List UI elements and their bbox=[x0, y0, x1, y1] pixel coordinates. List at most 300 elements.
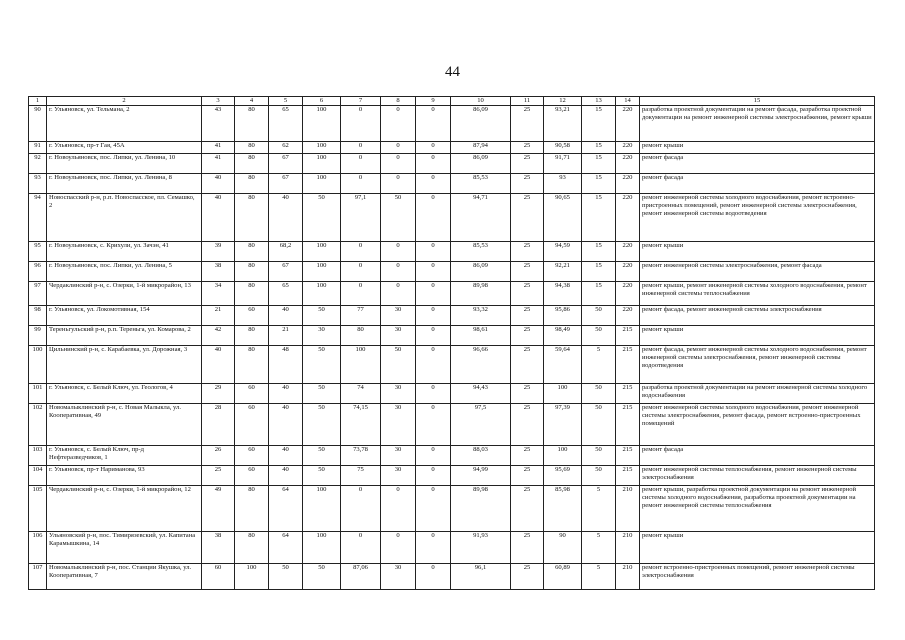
table-cell: 94,38 bbox=[544, 282, 582, 306]
table-cell: г. Ульяновск, с. Белый Ключ, ул. Геологов, 4 bbox=[47, 384, 202, 404]
table-cell: 220 bbox=[616, 154, 640, 174]
table-cell: 95 bbox=[29, 242, 47, 262]
table-cell: Чердаклинский р-н, с. Озерки, 1-й микрорайон, 13 bbox=[47, 282, 202, 306]
table-cell: 0 bbox=[381, 106, 416, 142]
table-cell: 40 bbox=[269, 466, 303, 486]
header-cell: 2 bbox=[47, 97, 202, 106]
table-cell: 50 bbox=[582, 446, 616, 466]
table-cell: 85,98 bbox=[544, 486, 582, 532]
table-cell: 41 bbox=[202, 142, 235, 154]
table-cell: 50 bbox=[582, 384, 616, 404]
table-cell: 0 bbox=[416, 404, 451, 446]
table-cell: 68,2 bbox=[269, 242, 303, 262]
table-cell: 30 bbox=[381, 384, 416, 404]
table-cell: г. Ульяновск, с. Белый Ключ, пр-д Нефтеразведчиков, 1 bbox=[47, 446, 202, 466]
table-cell: 0 bbox=[416, 306, 451, 326]
table-cell: г. Новоульяновск, с. Крихули, ул. Зачэн, 41 bbox=[47, 242, 202, 262]
table-cell: 25 bbox=[511, 306, 544, 326]
table-cell: 100 bbox=[303, 262, 341, 282]
table-cell: 60 bbox=[202, 564, 235, 590]
table-cell: 0 bbox=[341, 106, 381, 142]
table-cell: 50 bbox=[303, 404, 341, 446]
table-cell: 0 bbox=[341, 242, 381, 262]
table-cell: 0 bbox=[416, 154, 451, 174]
table-cell: 0 bbox=[416, 384, 451, 404]
table-cell: 0 bbox=[416, 282, 451, 306]
table-cell: 50 bbox=[582, 466, 616, 486]
table-cell: 28 bbox=[202, 404, 235, 446]
table-cell: 215 bbox=[616, 326, 640, 346]
table-cell: 0 bbox=[416, 346, 451, 384]
table-cell: 0 bbox=[416, 194, 451, 242]
table-cell: 15 bbox=[582, 174, 616, 194]
table-row bbox=[29, 194, 875, 242]
table-cell: 25 bbox=[511, 326, 544, 346]
table-cell: 65 bbox=[269, 106, 303, 142]
table-cell: 94,99 bbox=[451, 466, 511, 486]
table-cell: 25 bbox=[511, 282, 544, 306]
table-cell: 40 bbox=[269, 306, 303, 326]
table-cell: 0 bbox=[381, 486, 416, 532]
table-cell: 50 bbox=[269, 564, 303, 590]
table-cell: 40 bbox=[202, 346, 235, 384]
table-cell: 94,43 bbox=[451, 384, 511, 404]
table-cell: 40 bbox=[269, 446, 303, 466]
table-row bbox=[29, 106, 875, 142]
table-cell: 25 bbox=[511, 446, 544, 466]
table-cell: 15 bbox=[582, 106, 616, 142]
table-cell: 100 bbox=[303, 532, 341, 564]
table-cell: ремонт крыши bbox=[640, 242, 875, 262]
table-cell: 21 bbox=[202, 306, 235, 326]
table-cell: 97,5 bbox=[451, 404, 511, 446]
table-cell: 74 bbox=[341, 384, 381, 404]
table-cell: 92 bbox=[29, 154, 47, 174]
table-cell: 0 bbox=[381, 262, 416, 282]
table-cell: Тереньгульский р-н, р.п. Тереньга, ул. Комарова, 2 bbox=[47, 326, 202, 346]
table-cell: 80 bbox=[235, 346, 269, 384]
table-cell: 100 bbox=[303, 282, 341, 306]
table-cell: 220 bbox=[616, 174, 640, 194]
table-cell: 100 bbox=[303, 142, 341, 154]
table-cell: 80 bbox=[235, 282, 269, 306]
table-cell: 80 bbox=[235, 142, 269, 154]
table-cell: 90,65 bbox=[544, 194, 582, 242]
table-cell: 15 bbox=[582, 194, 616, 242]
table-cell: 80 bbox=[235, 106, 269, 142]
table-cell: 0 bbox=[381, 532, 416, 564]
table-cell: 94,71 bbox=[451, 194, 511, 242]
table-cell: 21 bbox=[269, 326, 303, 346]
table-cell: Цильнинский р-н, с. Карабаевка, ул. Дорожная, 3 bbox=[47, 346, 202, 384]
table-cell: 91,93 bbox=[451, 532, 511, 564]
table-cell: 104 bbox=[29, 466, 47, 486]
table-cell: 220 bbox=[616, 306, 640, 326]
table-cell: ремонт инженерной системы электроснабжения, ремонт фасада bbox=[640, 262, 875, 282]
table-cell: 0 bbox=[416, 446, 451, 466]
table-cell: 60,89 bbox=[544, 564, 582, 590]
table-cell: ремонт инженерной системы холодного водоснабжения, ремонт встроенно-пристроенных помещений, ремонт инженерной системы электроснабжения, ремонт инженерной системы водоотведения bbox=[640, 194, 875, 242]
table-cell: ремонт инженерной системы теплоснабжения, ремонт инженерной системы электроснабжения bbox=[640, 466, 875, 486]
table-cell: 90 bbox=[29, 106, 47, 142]
table-cell: 65 bbox=[269, 282, 303, 306]
table-cell: 5 bbox=[582, 532, 616, 564]
table-row bbox=[29, 486, 875, 532]
table-cell: 50 bbox=[381, 346, 416, 384]
table-row bbox=[29, 306, 875, 326]
table-cell: 100 bbox=[29, 346, 47, 384]
header-row bbox=[29, 97, 875, 106]
table-row bbox=[29, 282, 875, 306]
table-cell: 80 bbox=[235, 174, 269, 194]
table-cell: 30 bbox=[381, 326, 416, 346]
table-cell: 50 bbox=[303, 564, 341, 590]
table-cell: 30 bbox=[381, 306, 416, 326]
table-cell: г. Ульяновск, пр-т Нариманова, 93 bbox=[47, 466, 202, 486]
table-cell: 220 bbox=[616, 106, 640, 142]
table-cell: 40 bbox=[202, 174, 235, 194]
table-cell: 98 bbox=[29, 306, 47, 326]
table-cell: Новомалыклинский р-н, с. Новая Малыкла, ул. Кооперативная, 49 bbox=[47, 404, 202, 446]
table-cell: 30 bbox=[381, 446, 416, 466]
table-cell: 97,39 bbox=[544, 404, 582, 446]
table-cell: 25 bbox=[511, 242, 544, 262]
table-cell: Новоспасский р-н, р.п. Новоспасское, пл. Семашко, 2 bbox=[47, 194, 202, 242]
table-cell: 64 bbox=[269, 486, 303, 532]
table-cell: 15 bbox=[582, 154, 616, 174]
table-cell: 60 bbox=[235, 384, 269, 404]
table-cell: 15 bbox=[582, 242, 616, 262]
table-cell: 25 bbox=[511, 404, 544, 446]
table-cell: 220 bbox=[616, 262, 640, 282]
table-cell: 30 bbox=[381, 564, 416, 590]
table-cell: 0 bbox=[416, 486, 451, 532]
table-cell: 59,64 bbox=[544, 346, 582, 384]
table-cell: 100 bbox=[341, 346, 381, 384]
table-cell: 50 bbox=[303, 384, 341, 404]
table-cell: 38 bbox=[202, 532, 235, 564]
table-cell: 105 bbox=[29, 486, 47, 532]
table-cell: 94,59 bbox=[544, 242, 582, 262]
table-cell: 0 bbox=[416, 466, 451, 486]
table-cell: 29 bbox=[202, 384, 235, 404]
table-cell: г. Новоульяновск, пос. Липки, ул. Ленина, 5 bbox=[47, 262, 202, 282]
table-cell: 0 bbox=[416, 106, 451, 142]
table-cell: 97,1 bbox=[341, 194, 381, 242]
table-cell: 101 bbox=[29, 384, 47, 404]
table-cell: 220 bbox=[616, 194, 640, 242]
table-row bbox=[29, 154, 875, 174]
header-cell: 8 bbox=[381, 97, 416, 106]
table-cell: 74,15 bbox=[341, 404, 381, 446]
table-cell: 25 bbox=[511, 106, 544, 142]
table-cell: 0 bbox=[416, 142, 451, 154]
table-cell: 96,1 bbox=[451, 564, 511, 590]
table-cell: 90,58 bbox=[544, 142, 582, 154]
table-cell: 91,71 bbox=[544, 154, 582, 174]
table-cell: 220 bbox=[616, 282, 640, 306]
table-cell: 0 bbox=[341, 154, 381, 174]
table-cell: 0 bbox=[341, 262, 381, 282]
table-cell: 25 bbox=[511, 262, 544, 282]
table-cell: 93 bbox=[29, 174, 47, 194]
table-cell: ремонт фасада, ремонт инженерной системы холодного водоснабжения, ремонт инженерной системы электроснабжения, ремонт инженерной системы водоотведения bbox=[640, 346, 875, 384]
header-cell: 1 bbox=[29, 97, 47, 106]
table-cell: 215 bbox=[616, 404, 640, 446]
table-cell: 96 bbox=[29, 262, 47, 282]
table-cell: 80 bbox=[235, 486, 269, 532]
header-cell: 4 bbox=[235, 97, 269, 106]
table-cell: 220 bbox=[616, 142, 640, 154]
table-cell: ремонт крыши, разработка проектной документации на ремонт инженерной системы холодного водоснабжения, разработка проектной документации на ремонт инженерной системы теплоснабжения bbox=[640, 486, 875, 532]
table-cell: г. Ульяновск, ул. Локомотивная, 154 bbox=[47, 306, 202, 326]
table-cell: 93,21 bbox=[544, 106, 582, 142]
table-cell: 50 bbox=[582, 306, 616, 326]
table-cell: 5 bbox=[582, 346, 616, 384]
table-cell: 100 bbox=[303, 174, 341, 194]
table-cell: 15 bbox=[582, 142, 616, 154]
table-cell: 60 bbox=[235, 306, 269, 326]
table-cell: 102 bbox=[29, 404, 47, 446]
table-cell: 100 bbox=[303, 242, 341, 262]
table-cell: 25 bbox=[511, 174, 544, 194]
table-cell: 38 bbox=[202, 262, 235, 282]
header-cell: 13 bbox=[582, 97, 616, 106]
table-cell: 220 bbox=[616, 242, 640, 262]
table-cell: 80 bbox=[235, 262, 269, 282]
table-cell: 87,94 bbox=[451, 142, 511, 154]
table-cell: 98,61 bbox=[451, 326, 511, 346]
table-cell: 30 bbox=[303, 326, 341, 346]
table-cell: 60 bbox=[235, 404, 269, 446]
table-cell: 215 bbox=[616, 346, 640, 384]
table-cell: 91 bbox=[29, 142, 47, 154]
table-cell: 30 bbox=[381, 404, 416, 446]
table-cell: 80 bbox=[235, 154, 269, 174]
table-cell: разработка проектной документации на ремонт фасада, разработка проектной документации на ремонт инженерной системы электроснабжения, ремонт крыши bbox=[640, 106, 875, 142]
table-cell: 103 bbox=[29, 446, 47, 466]
table-cell: 98,49 bbox=[544, 326, 582, 346]
table-cell: 0 bbox=[416, 532, 451, 564]
table-cell: 25 bbox=[202, 466, 235, 486]
table-cell: ремонт фасада bbox=[640, 446, 875, 466]
table-row bbox=[29, 142, 875, 154]
table-cell: 100 bbox=[544, 446, 582, 466]
table-cell: 77 bbox=[341, 306, 381, 326]
table-cell: 50 bbox=[303, 346, 341, 384]
table-cell: 40 bbox=[269, 194, 303, 242]
header-cell: 3 bbox=[202, 97, 235, 106]
table-cell: ремонт инженерной системы холодного водоснабжения, ремонт инженерной системы электроснабжения, ремонт фасада, ремонт встроенно-пристроенных помещений bbox=[640, 404, 875, 446]
table-cell: 50 bbox=[582, 404, 616, 446]
table-cell: 80 bbox=[235, 194, 269, 242]
table-cell: ремонт встроенно-пристроенных помещений, ремонт инженерной системы электроснабжения bbox=[640, 564, 875, 590]
header-cell: 15 bbox=[640, 97, 875, 106]
table-cell: 106 bbox=[29, 532, 47, 564]
table-row bbox=[29, 564, 875, 590]
page-number: 44 bbox=[445, 64, 460, 80]
table-cell: 25 bbox=[511, 564, 544, 590]
table-cell: 25 bbox=[511, 154, 544, 174]
table-body bbox=[29, 106, 875, 590]
header-cell: 12 bbox=[544, 97, 582, 106]
table-cell: 210 bbox=[616, 532, 640, 564]
table-cell: 89,98 bbox=[451, 486, 511, 532]
table-cell: 5 bbox=[582, 486, 616, 532]
table-cell: 94 bbox=[29, 194, 47, 242]
table-cell: ремонт крыши bbox=[640, 326, 875, 346]
capital-repair-table bbox=[28, 96, 875, 590]
table-cell: 40 bbox=[269, 404, 303, 446]
table-cell: 50 bbox=[303, 466, 341, 486]
table-cell: 215 bbox=[616, 446, 640, 466]
table-row bbox=[29, 326, 875, 346]
table-cell: 67 bbox=[269, 174, 303, 194]
table-cell: ремонт крыши, ремонт инженерной системы холодного водоснабжения, ремонт инженерной системы теплоснабжения bbox=[640, 282, 875, 306]
table-cell: 0 bbox=[381, 142, 416, 154]
table-cell: 100 bbox=[235, 564, 269, 590]
table-cell: 25 bbox=[511, 532, 544, 564]
table-cell: 0 bbox=[341, 486, 381, 532]
table-cell: 80 bbox=[235, 242, 269, 262]
table-cell: 87,06 bbox=[341, 564, 381, 590]
table-cell: 25 bbox=[511, 194, 544, 242]
table-cell: 25 bbox=[511, 346, 544, 384]
table-cell: 75 bbox=[341, 466, 381, 486]
table-cell: 0 bbox=[416, 326, 451, 346]
table-cell: ремонт фасада bbox=[640, 154, 875, 174]
table-cell: ремонт фасада, ремонт инженерной системы электроснабжения bbox=[640, 306, 875, 326]
table-cell: ремонт фасада bbox=[640, 174, 875, 194]
table-cell: 0 bbox=[381, 242, 416, 262]
table-cell: 50 bbox=[303, 446, 341, 466]
table-cell: 95,86 bbox=[544, 306, 582, 326]
table-cell: 210 bbox=[616, 486, 640, 532]
table-cell: 100 bbox=[303, 106, 341, 142]
table-cell: 40 bbox=[269, 384, 303, 404]
table-cell: 0 bbox=[416, 564, 451, 590]
table-cell: 0 bbox=[341, 282, 381, 306]
table-cell: 0 bbox=[381, 154, 416, 174]
table-cell: 15 bbox=[582, 282, 616, 306]
table-cell: 80 bbox=[235, 532, 269, 564]
table-cell: 0 bbox=[416, 262, 451, 282]
table-cell: 92,21 bbox=[544, 262, 582, 282]
table-cell: 64 bbox=[269, 532, 303, 564]
table-row bbox=[29, 384, 875, 404]
table-cell: ремонт крыши bbox=[640, 532, 875, 564]
table-cell: 88,03 bbox=[451, 446, 511, 466]
header-cell: 5 bbox=[269, 97, 303, 106]
table-cell: 96,66 bbox=[451, 346, 511, 384]
table-cell: 25 bbox=[511, 142, 544, 154]
table-cell: 80 bbox=[235, 326, 269, 346]
table-cell: 60 bbox=[235, 446, 269, 466]
table-cell: 25 bbox=[511, 384, 544, 404]
table-cell: 93,32 bbox=[451, 306, 511, 326]
table-cell: 42 bbox=[202, 326, 235, 346]
table-cell: Чердаклинский р-н, с. Озерки, 1-й микрорайон, 12 bbox=[47, 486, 202, 532]
header-cell: 6 bbox=[303, 97, 341, 106]
table-cell: 0 bbox=[341, 142, 381, 154]
table-cell: 0 bbox=[341, 174, 381, 194]
table-cell: 50 bbox=[381, 194, 416, 242]
table-cell: г. Новоульяновск, пос. Липки, ул. Ленина, 8 bbox=[47, 174, 202, 194]
table-cell: 5 bbox=[582, 564, 616, 590]
table-cell: 67 bbox=[269, 262, 303, 282]
table-cell: 15 bbox=[582, 262, 616, 282]
table-cell: 50 bbox=[582, 326, 616, 346]
table-row bbox=[29, 404, 875, 446]
table-row bbox=[29, 532, 875, 564]
table-cell: 40 bbox=[202, 194, 235, 242]
table-cell: 210 bbox=[616, 564, 640, 590]
header-cell: 11 bbox=[511, 97, 544, 106]
table-cell: 80 bbox=[341, 326, 381, 346]
table-cell: Новомалыклинский р-н, пос. Станции Якушка, ул. Кооперативная, 7 bbox=[47, 564, 202, 590]
table-cell: 107 bbox=[29, 564, 47, 590]
table-cell: разработка проектной документации на ремонт инженерной системы холодного водоснабжения bbox=[640, 384, 875, 404]
table-row bbox=[29, 466, 875, 486]
table-cell: г. Ульяновск, ул. Тельмана, 2 bbox=[47, 106, 202, 142]
table-cell: 90 bbox=[544, 532, 582, 564]
table-cell: 215 bbox=[616, 466, 640, 486]
table-cell: 97 bbox=[29, 282, 47, 306]
header-cell: 9 bbox=[416, 97, 451, 106]
table-cell: 215 bbox=[616, 384, 640, 404]
table-cell: 0 bbox=[416, 242, 451, 262]
table-cell: 93 bbox=[544, 174, 582, 194]
table-cell: 25 bbox=[511, 466, 544, 486]
table-cell: ремонт крыши bbox=[640, 142, 875, 154]
table-cell: 89,98 bbox=[451, 282, 511, 306]
table-cell: 0 bbox=[341, 532, 381, 564]
table-cell: 62 bbox=[269, 142, 303, 154]
table-row bbox=[29, 242, 875, 262]
table-cell: 85,53 bbox=[451, 242, 511, 262]
table-cell: 60 bbox=[235, 466, 269, 486]
header-cell: 14 bbox=[616, 97, 640, 106]
table-cell: 49 bbox=[202, 486, 235, 532]
table-cell: 100 bbox=[544, 384, 582, 404]
table-cell: 30 bbox=[381, 466, 416, 486]
table-cell: 86,09 bbox=[451, 106, 511, 142]
table-cell: 100 bbox=[303, 154, 341, 174]
table-cell: 26 bbox=[202, 446, 235, 466]
table-cell: 0 bbox=[381, 174, 416, 194]
header-cell: 10 bbox=[451, 97, 511, 106]
table-cell: 41 bbox=[202, 154, 235, 174]
table-cell: 85,53 bbox=[451, 174, 511, 194]
table-cell: 50 bbox=[303, 306, 341, 326]
table-cell: 34 bbox=[202, 282, 235, 306]
table-cell: 48 bbox=[269, 346, 303, 384]
table-cell: 99 bbox=[29, 326, 47, 346]
table-cell: 43 bbox=[202, 106, 235, 142]
table-cell: 0 bbox=[416, 174, 451, 194]
table-cell: 100 bbox=[303, 486, 341, 532]
table-cell: 67 bbox=[269, 154, 303, 174]
table-cell: 50 bbox=[303, 194, 341, 242]
table-cell: 39 bbox=[202, 242, 235, 262]
table-row bbox=[29, 446, 875, 466]
table-cell: г. Ульяновск, пр-т Гая, 45А bbox=[47, 142, 202, 154]
table-cell: 86,09 bbox=[451, 262, 511, 282]
table-cell: Ульяновский р-н, пос. Тимирязевский, ул. Капитана Карамышкина, 14 bbox=[47, 532, 202, 564]
table-cell: 73,78 bbox=[341, 446, 381, 466]
table-cell: 86,09 bbox=[451, 154, 511, 174]
table-row bbox=[29, 262, 875, 282]
